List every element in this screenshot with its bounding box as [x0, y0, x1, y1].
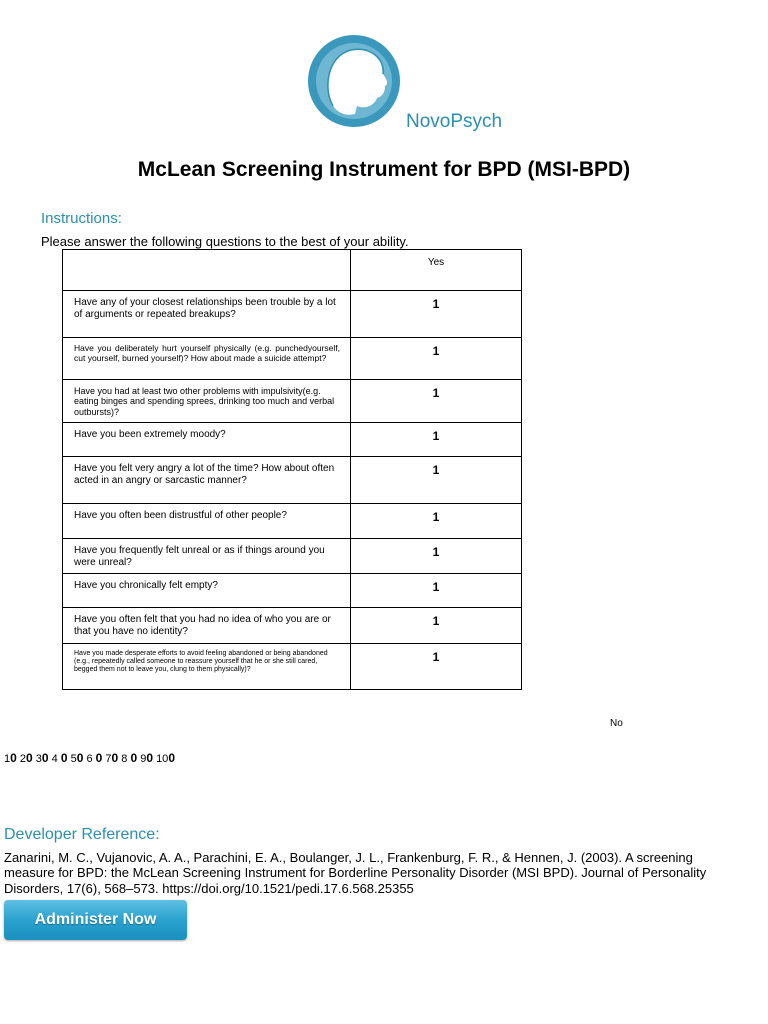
questions-table — [62, 249, 522, 690]
yes-score[interactable]: 1 — [351, 504, 522, 539]
question-text: Have you often felt that you had no idea of who you are or that you have no identity? — [63, 608, 351, 644]
question-text: Have you chronically felt empty? — [63, 574, 351, 608]
yes-score[interactable]: 1 — [351, 644, 522, 690]
item-number: 4 — [51, 753, 58, 765]
table-row — [63, 291, 522, 338]
table-row — [63, 644, 522, 690]
no-score[interactable]: 0 — [41, 751, 49, 765]
brand-name: NovoPsych — [406, 111, 503, 132]
yes-score[interactable]: 1 — [351, 423, 522, 457]
question-text: Have you often been distrustful of other people? — [63, 504, 351, 539]
yes-score[interactable]: 1 — [351, 608, 522, 644]
developer-reference-text: Zanarini, M. C., Vujanovic, A. A., Parachini, E. A., Boulanger, J. L., Frankenburg, F. R., & Hennen, J. (2003). A screening measure for BPD: the McLean Screening Instrument for Borderline Personality Disorder (MSI BPD). Journal of Personality Disorders, 17(6), 568–573. https://doi.org/10.1521/pedi.17.6.568.25355 — [4, 850, 707, 896]
administer-now-button[interactable]: Administer Now — [4, 900, 187, 940]
table-row — [63, 608, 522, 644]
item-number: 2 — [19, 753, 26, 765]
item-number: 8 — [121, 753, 128, 765]
page-title: McLean Screening Instrument for BPD (MSI-BPD) — [137, 158, 631, 181]
table-row — [63, 539, 522, 574]
no-scores-line — [4, 751, 175, 765]
item-number: 3 — [35, 753, 42, 765]
yes-score[interactable]: 1 — [351, 457, 522, 504]
developer-reference-heading: Developer Reference: — [4, 826, 160, 843]
no-score[interactable]: 0 — [26, 751, 33, 765]
no-score[interactable]: 0 — [130, 751, 138, 765]
yes-score[interactable]: 1 — [351, 574, 522, 608]
question-text: Have you made desperate efforts to avoid feeling abandoned or being abandoned (e.g., repeatedly called someone to reassure yourself that he or she still cared, begged them not to leave you, clung to them physically)? — [63, 644, 351, 690]
instructions-text: Please answer the following questions to the best of your ability. — [41, 234, 409, 249]
question-text: Have you felt very angry a lot of the time? How about often acted in an angry or sarcastic manner? — [63, 457, 351, 504]
table-row — [63, 574, 522, 608]
question-text: Have you deliberately hurt yourself physically (e.g. punchedyourself, cut yourself, burned yourself)? How about made a suicide attempt? — [63, 338, 351, 380]
item-number: 7 — [105, 753, 112, 765]
no-score[interactable]: 0 — [168, 751, 175, 765]
item-number: 9 — [140, 753, 147, 765]
no-score[interactable]: 0 — [95, 751, 103, 765]
no-score[interactable]: 0 — [10, 751, 17, 765]
table-row — [63, 504, 522, 539]
instructions-heading: Instructions: — [41, 210, 122, 227]
question-text: Have you had at least two other problems with impulsivity(e.g. eating binges and spending sprees, drinking too much and verbal outbursts)? — [63, 380, 351, 423]
yes-score[interactable]: 1 — [351, 539, 522, 574]
table-row — [63, 338, 522, 380]
table-row — [63, 423, 522, 457]
yes-score[interactable]: 1 — [351, 380, 522, 423]
question-text: Have you been extremely moody? — [63, 423, 351, 457]
yes-score[interactable]: 1 — [351, 291, 522, 338]
item-number: 10 — [156, 753, 169, 765]
head-silhouette-icon — [303, 34, 407, 128]
item-number: 1 — [4, 753, 11, 765]
question-text: Have you frequently felt unreal or as if things around you were unreal? — [63, 539, 351, 574]
header-yes-cell: Yes — [351, 250, 522, 291]
table-row — [63, 380, 522, 423]
header-question-cell — [63, 250, 351, 291]
no-column-label: No — [610, 718, 623, 729]
table-row — [63, 457, 522, 504]
no-score[interactable]: 0 — [111, 751, 119, 765]
no-score[interactable]: 0 — [146, 751, 153, 765]
table-header-row — [63, 250, 522, 291]
item-number: 6 — [86, 753, 93, 765]
no-score[interactable]: 0 — [76, 751, 84, 765]
question-text: Have any of your closest relationships been trouble by a lot of arguments or repeated breakups? — [63, 291, 351, 338]
yes-score[interactable]: 1 — [351, 338, 522, 380]
item-number: 5 — [70, 753, 77, 765]
no-score[interactable]: 0 — [60, 751, 68, 765]
